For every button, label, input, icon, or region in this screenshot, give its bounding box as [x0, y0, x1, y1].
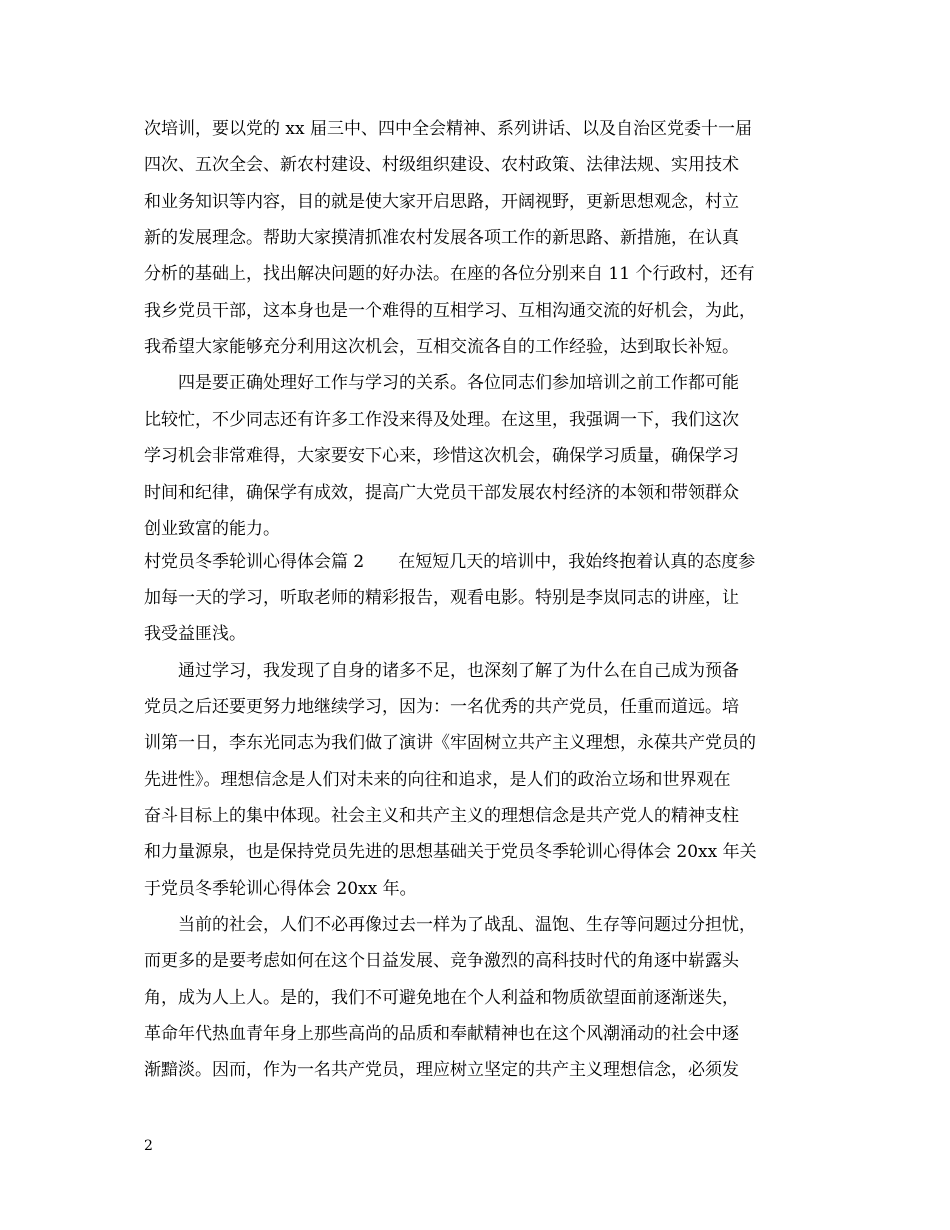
text-line: 党员之后还要更努力地继续学习，因为：一名优秀的共产党员，任重而道远。培: [144, 697, 739, 717]
text-line: 和业务知识等内容，目的就是使大家开启思路，开阔视野，更新思想观念，村立: [144, 192, 739, 212]
text-line: 先进性》。理想信念是人们对未来的向往和追求，是人们的政治立场和世界观在: [144, 770, 731, 790]
text-line: 分析的基础上，找出解决问题的好办法。在座的各位分别来自 11 个行政村，还有: [144, 264, 755, 284]
text-line: 角，成为人上人。是的，我们不可避免地在个人利益和物质欲望面前逐渐迷失，: [144, 988, 739, 1008]
text-line: 时间和纪律，确保学有成效，提高广大党员干部发展农村经济的本领和带领群众: [144, 483, 739, 503]
text-line: 加每一天的学习，听取老师的精彩报告，观看电影。特别是李岚同志的讲座，让: [144, 588, 739, 608]
text-line: 奋斗目标上的集中体现。社会主义和共产主义的理想信念是共产党人的精神支柱: [144, 806, 739, 826]
text-line: 我希望大家能够充分利用这次机会，互相交流各自的工作经验，达到取长补短。: [144, 337, 739, 357]
text-line: 训第一日，李东光同志为我们做了演讲《牢固树立共产主义理想，永葆共产党员的: [144, 733, 756, 753]
text-line: 当前的社会，人们不必再像过去一样为了战乱、温饱、生存等问题过分担忧，: [178, 915, 756, 935]
text-line: 而更多的是要考虑如何在这个日益发展、竞争激烈的高科技时代的角逐中崭露头: [144, 951, 739, 971]
text-line: 于党员冬季轮训心得体会 20xx 年。: [144, 879, 417, 899]
text-line: 比较忙，不少同志还有许多工作没来得及处理。在这里，我强调一下，我们这次: [144, 410, 739, 430]
text-line: 渐黯淡。因而，作为一名共产党员，理应树立坚定的共产主义理想信念，必须发: [144, 1060, 739, 1080]
text-line: 我受益匪浅。: [144, 624, 246, 644]
text-line: 创业致富的能力。: [144, 519, 280, 539]
text-line: 四是要正确处理好工作与学习的关系。各位同志们参加培训之前工作都可能: [178, 373, 739, 393]
text-line: 通过学习，我发现了自身的诸多不足，也深刻了解了为什么在自己成为预备: [178, 661, 739, 681]
text-line: 次培训，要以党的 xx 届三中、四中全会精神、系列讲话、以及自治区党委十一届: [144, 119, 752, 139]
text-line: 革命年代热血青年身上那些高尚的品质和奉献精神也在这个风潮涌动的社会中逐: [144, 1024, 739, 1044]
text-line: 和力量源泉，也是保持党员先进的思想基础关于党员冬季轮训心得体会 20xx 年关: [144, 842, 757, 862]
text-line: 四次、五次全会、新农村建设、村级组织建设、农村政策、法律法规、实用技术: [144, 155, 739, 175]
text-line: 新的发展理念。帮助大家摸清抓准农村发展各项工作的新思路、新措施，在认真: [144, 228, 739, 248]
section-heading-line: 村党员冬季轮训心得体会篇 2 在短短几天的培训中，我始终抱着认真的态度参: [144, 552, 756, 572]
text-line: 我乡党员干部，这本身也是一个难得的互相学习、互相沟通交流的好机会，为此，: [144, 301, 756, 321]
page-number: 2: [144, 1138, 153, 1154]
text-line: 学习机会非常难得，大家要安下心来，珍惜这次机会，确保学习质量，确保学习: [144, 446, 739, 466]
